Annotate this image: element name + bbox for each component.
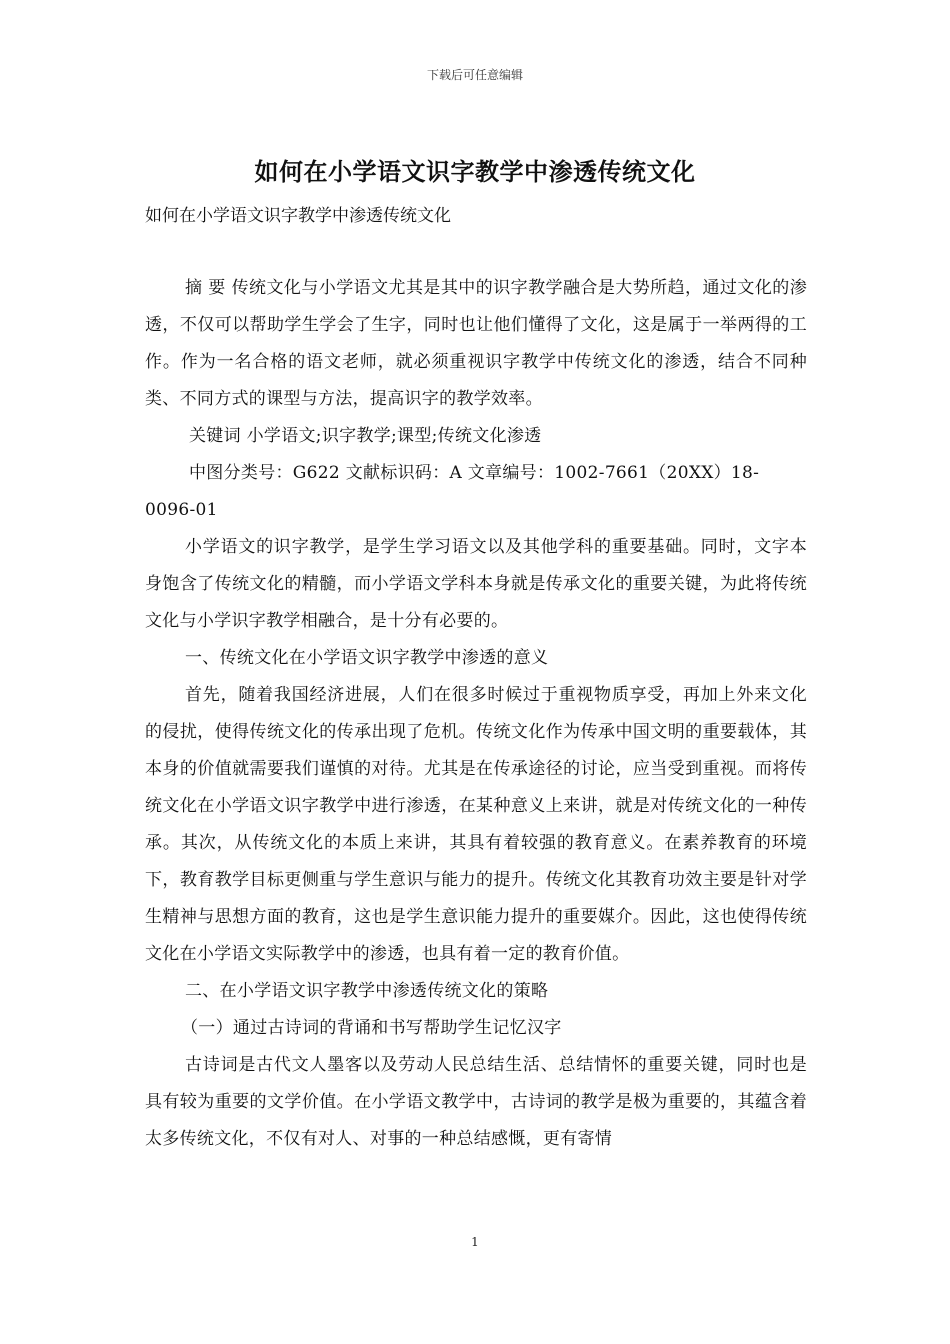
keywords-line: 关键词 小学语文;识字教学;课型;传统文化渗透 bbox=[189, 426, 542, 446]
subsection-heading-1: （一）通过古诗词的背诵和书写帮助学生记忆汉字 bbox=[181, 1018, 562, 1038]
intro-paragraph: 小学语文的识字教学，是学生学习语文以及其他学科的重要基础。同时，文字本身饱含了传统文化的精髓，而小学语文学科本身就是传承文化的重要关键，为此将传统文化与小学识字教学相融合，是十分有必要的。 bbox=[145, 537, 807, 631]
section-heading-2: 二、在小学语文识字教学中渗透传统文化的策略 bbox=[185, 981, 549, 1001]
header-note: 下载后可任意编辑 bbox=[426, 68, 523, 82]
classification-line: 中图分类号：G622 文献标识码：A 文章编号：1002-7661（20XX）18-0096-01 bbox=[145, 463, 760, 520]
subsection-paragraph-1: 古诗词是古代文人墨客以及劳动人民总结生活、总结情怀的重要关键，同时也是具有较为重要的文学价值。在小学语文教学中，古诗词的教学是极为重要的，其蕴含着太多传统文化，不仅有对人、对事的一种总结感慨，更有寄情 bbox=[145, 1055, 807, 1149]
abstract-paragraph: 摘 要 传统文化与小学语文尤其是其中的识字教学融合是大势所趋，通过文化的渗透，不仅可以帮助学生学会了生字，同时也让他们懂得了文化，这是属于一举两得的工作。作为一名合格的语文老师，就必须重视识字教学中传统文化的渗透，结合不同种类、不同方式的课型与方法，提高识字的教学效率。 bbox=[145, 278, 807, 409]
document-subtitle: 如何在小学语文识字教学中渗透传统文化 bbox=[145, 206, 451, 226]
page-number: 1 bbox=[471, 1235, 479, 1249]
section-heading-1: 一、传统文化在小学语文识字教学中渗透的意义 bbox=[185, 648, 549, 668]
section-paragraph-1: 首先，随着我国经济进展，人们在很多时候过于重视物质享受，再加上外来文化的侵扰，使得传统文化的传承出现了危机。传统文化作为传承中国文明的重要载体，其本身的价值就需要我们谨慎的对待。尤其是在传承途径的讨论，应当受到重视。而将传统文化在小学语文识字教学中进行渗透，在某种意义上来讲，就是对传统文化的一种传承。其次，从传统文化的本质上来讲，其具有着较强的教育意义。在素养教育的环境下，教育教学目标更侧重与学生意识与能力的提升。传统文化其教育功效主要是针对学生精神与思想方面的教育，这也是学生意识能力提升的重要媒介。因此，这也使得传统文化在小学语文实际教学中的渗透，也具有着一定的教育价值。 bbox=[145, 685, 807, 964]
document-body bbox=[145, 270, 807, 1158]
document-title: 如何在小学语文识字教学中渗透传统文化 bbox=[254, 157, 696, 186]
